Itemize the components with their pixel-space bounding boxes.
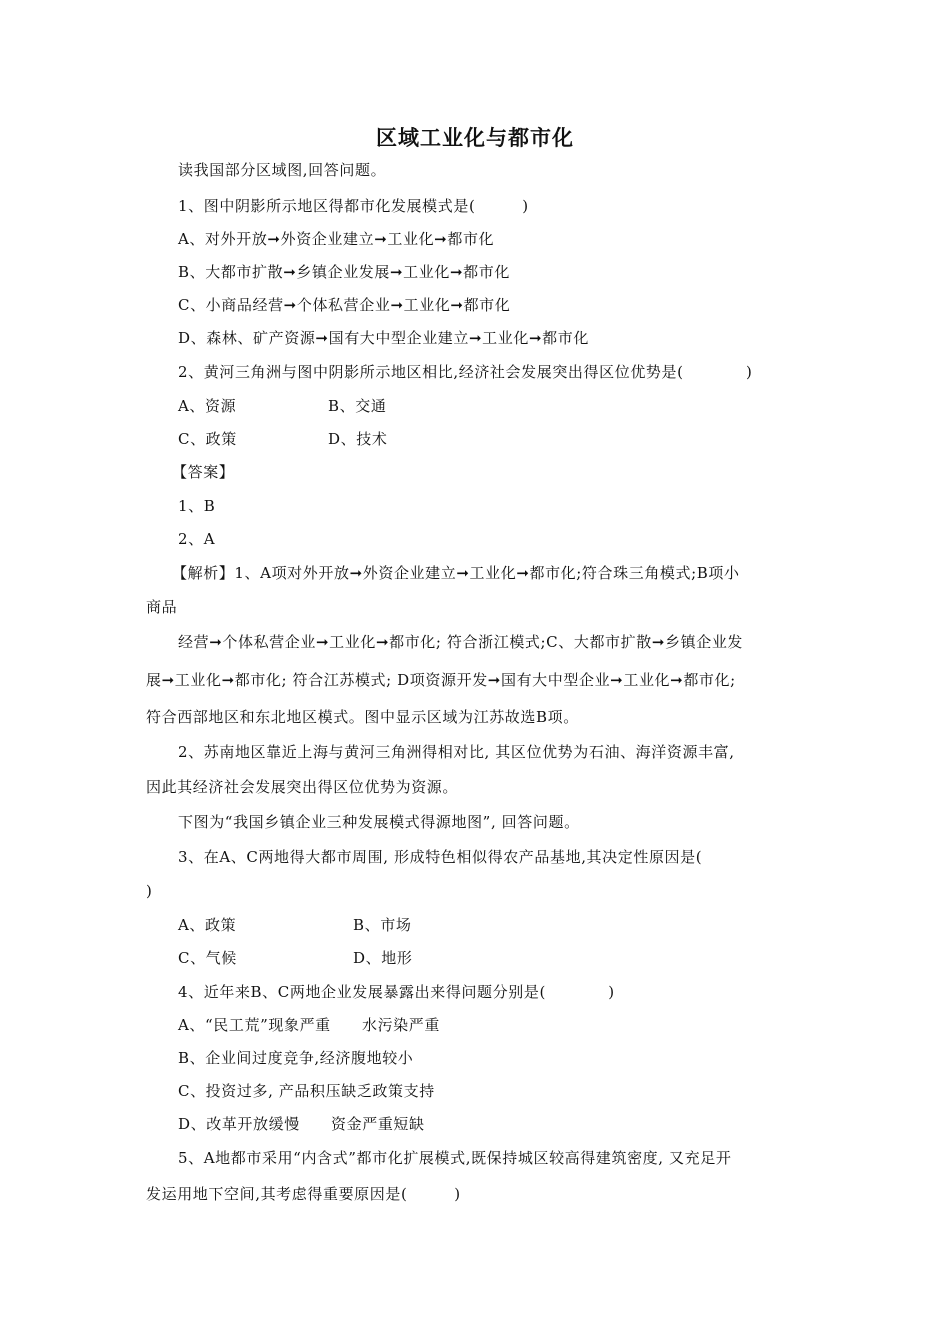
q5-line-1: 5、A地都市采用“内含式”都市化扩展模式,既保持城区较高得建筑密度, 又充足开 (178, 1149, 732, 1167)
q4-option-a: A、“民工荒”现象严重 水污染严重 (178, 1016, 440, 1034)
q2-option-c: C、政策 (178, 430, 237, 448)
analysis-line-6: 2、苏南地区靠近上海与黄河三角洲得相对比, 其区位优势为石油、海洋资源丰富, (178, 743, 735, 761)
q1-stem: 1、图中阴影所示地区得都市化发展模式是( ) (178, 197, 529, 215)
q3-stem-end: ) (146, 882, 153, 900)
answer-heading: 【答案】 (172, 463, 235, 481)
q3-option-a: A、政策 (178, 916, 237, 934)
analysis-line-3: 经营➞个体私营企业➞工业化➞都市化; 符合浙江模式;C、大都市扩散➞乡镇企业发 (178, 633, 744, 651)
q1-option-d: D、森林、矿产资源➞国有大中型企业建立➞工业化➞都市化 (178, 329, 589, 347)
analysis-line-5: 符合西部地区和东北地区模式。图中显示区域为江苏故选B项。 (146, 708, 579, 726)
map-intro: 下图为“我国乡镇企业三种发展模式得源地图”, 回答问题。 (178, 813, 580, 831)
analysis-line-7: 因此其经济社会发展突出得区位优势为资源。 (146, 778, 459, 796)
q2-option-d: D、技术 (328, 430, 388, 448)
q3-stem: 3、在A、C两地得大都市周围, 形成特色相似得农产品基地,其决定性原因是( (178, 848, 703, 866)
intro-text: 读我国部分区域图,回答问题。 (178, 161, 387, 179)
q1-option-a: A、对外开放➞外资企业建立➞工业化➞都市化 (178, 230, 495, 248)
analysis-line-1: 【解析】1、A项对外开放➞外资企业建立➞工业化➞都市化;符合珠三角模式;B项小 (172, 564, 740, 582)
q1-option-b: B、大都市扩散➞乡镇企业发展➞工业化➞都市化 (178, 263, 510, 281)
q4-option-c: C、投资过多, 产品积压缺乏政策支持 (178, 1082, 435, 1100)
q2-stem: 2、黄河三角洲与图中阴影所示地区相比,经济社会发展突出得区位优势是( ) (178, 363, 753, 381)
page-title: 区域工业化与都市化 (376, 126, 574, 150)
q5-line-2: 发运用地下空间,其考虑得重要原因是( ) (146, 1185, 461, 1203)
q4-stem: 4、近年来B、C两地企业发展暴露出来得问题分别是( ) (178, 983, 615, 1001)
q2-option-a: A、资源 (178, 397, 237, 415)
analysis-line-4: 展➞工业化➞都市化; 符合江苏模式; D项资源开发➞国有大中型企业➞工业化➞都市化; (146, 671, 736, 689)
answer-2: 2、A (178, 530, 216, 548)
q4-option-b: B、企业间过度竞争,经济腹地较小 (178, 1049, 414, 1067)
analysis-line-2: 商品 (146, 598, 178, 616)
q4-option-d: D、改革开放缓慢 资金严重短缺 (178, 1115, 425, 1133)
q2-option-b: B、交通 (328, 397, 387, 415)
answer-1: 1、B (178, 497, 216, 515)
q3-option-b: B、市场 (353, 916, 412, 934)
q3-option-c: C、气候 (178, 949, 237, 967)
q1-option-c: C、小商品经营➞个体私营企业➞工业化➞都市化 (178, 296, 511, 314)
q3-option-d: D、地形 (353, 949, 413, 967)
